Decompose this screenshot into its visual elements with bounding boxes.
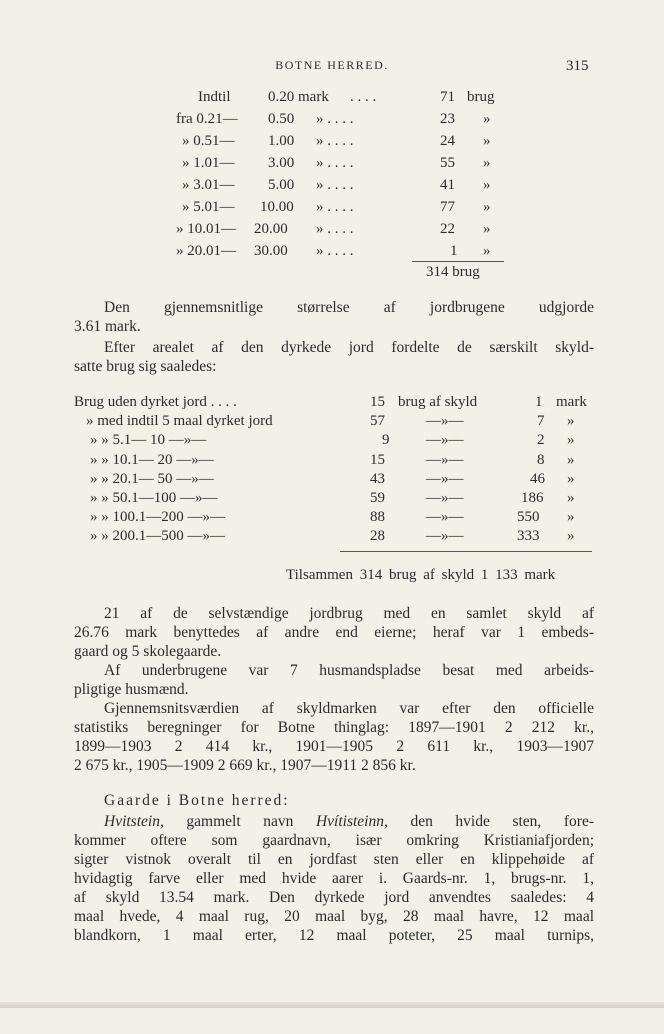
- unit: »: [567, 471, 575, 487]
- brug-count: 88: [370, 509, 385, 525]
- range-from: » 1.01—: [182, 155, 235, 171]
- brug-count: 59: [370, 490, 385, 506]
- skyld-value: 550: [517, 509, 540, 525]
- skyld-label: —»—: [426, 432, 464, 448]
- range-from: Indtil: [198, 89, 231, 105]
- running-header: BOTNE HERRED.: [275, 58, 389, 72]
- paragraph-average-value: [74, 699, 594, 775]
- count: 24: [440, 133, 455, 149]
- unit: »: [483, 133, 491, 149]
- unit: »: [567, 413, 575, 429]
- range-from: » 10.01—: [176, 221, 236, 237]
- unit: »: [483, 199, 491, 215]
- text-line: 3.61 mark.: [74, 318, 141, 335]
- range-to: 3.00: [268, 155, 295, 171]
- range-from: » 20.01—: [176, 243, 236, 259]
- text-line: blandkorn, 1 maal erter, 12 maal poteter, 25 maal turnips,: [74, 927, 594, 944]
- unit: »: [483, 243, 491, 259]
- leader-dots: » . . . .: [316, 199, 354, 215]
- category: » » 5.1— 10 —»—: [90, 432, 207, 448]
- paragraph-average-size: [74, 298, 594, 336]
- page-edge: [0, 1002, 664, 1008]
- category: » » 10.1— 20 —»—: [90, 452, 214, 468]
- range-from: » 3.01—: [182, 177, 235, 193]
- range-to: 1.00: [268, 133, 295, 149]
- range-to: 20.00: [254, 221, 288, 237]
- brug-count: 43: [370, 471, 385, 487]
- text-line: af skyld 13.54 mark. Den dyrkede jord anvendtes saaledes: 4: [74, 889, 594, 906]
- category: » » 20.1— 50 —»—: [90, 471, 214, 487]
- leader-dots: » . . . .: [316, 221, 354, 237]
- brug-count: 57: [370, 413, 385, 429]
- range-to: 30.00: [254, 243, 288, 259]
- text-line: 1899—1903 2 414 kr., 1901—1905 2 611 kr., 1903—1907: [74, 738, 594, 755]
- skyld-label: —»—: [426, 413, 464, 429]
- range-to: 10.00: [260, 199, 294, 215]
- brug-count: 28: [370, 528, 385, 544]
- leader-dots: » . . . .: [316, 155, 354, 171]
- skyld-label: —»—: [426, 471, 464, 487]
- paragraph-hvitstein: [74, 812, 594, 945]
- skyld-label: —»—: [426, 490, 464, 506]
- text-line: Den gjennemsnitlige størrelse af jordbrugene udgjorde: [104, 299, 594, 316]
- range-to: 0.20 mark: [268, 89, 329, 105]
- farm-name: Hvitstein,: [104, 813, 164, 830]
- skyld-label: —»—: [426, 452, 464, 468]
- text-line: maal hvede, 4 maal rug, 20 maal byg, 28 maal havre, 12 maal: [74, 908, 594, 925]
- table-total: Tilsammen 314 brug af skyld 1 133 mark: [286, 567, 556, 583]
- unit: »: [567, 490, 575, 506]
- category: » med indtil 5 maal dyrket jord: [86, 413, 273, 429]
- text-line: sigter vistnok overalt til en jordfast sten eller en klippehøide af: [74, 851, 594, 868]
- old-norse-name: Hvítisteinn,: [315, 813, 388, 830]
- page-number: 315: [566, 58, 589, 74]
- count: 71: [440, 89, 455, 105]
- category: » » 50.1—100 —»—: [90, 490, 218, 506]
- paragraph-sub-holdings: [74, 661, 594, 699]
- unit: »: [483, 221, 491, 237]
- leader-dots: » . . . .: [316, 133, 354, 149]
- skyld-value: 46: [530, 471, 545, 487]
- unit: »: [483, 111, 491, 127]
- text-line: kommer oftere som gaardnavn, især omkring Kristianiafjorden;: [74, 832, 594, 849]
- count: 55: [440, 155, 455, 171]
- unit: »: [567, 432, 575, 448]
- skyld-label: —»—: [426, 509, 464, 525]
- unit: brug: [467, 89, 495, 105]
- count: 41: [440, 177, 455, 193]
- total-rule: [340, 551, 592, 552]
- range-from: fra 0.21—: [176, 111, 238, 127]
- text-fragment: gammelt navn: [163, 813, 316, 830]
- total-rule: [412, 261, 504, 262]
- paragraph-independent-holdings: [74, 604, 594, 661]
- text-fragment: den hvide sten, fore-: [387, 813, 594, 830]
- count: 77: [440, 199, 455, 215]
- brug-count: 15: [370, 452, 385, 468]
- count: 22: [440, 221, 455, 237]
- skyld-value: 333: [517, 528, 540, 544]
- leader-dots: » . . . .: [316, 243, 354, 259]
- range-from: » 0.51—: [182, 133, 235, 149]
- range-from: » 5.01—: [182, 199, 235, 215]
- brug-count: 15: [370, 394, 385, 410]
- skyld-label: —»—: [426, 528, 464, 544]
- unit: »: [567, 452, 575, 468]
- text-line: pligtige husmænd.: [74, 681, 189, 698]
- skyld-label: brug af skyld: [398, 394, 478, 410]
- text-line: gaard og 5 skolegaarde.: [74, 643, 222, 660]
- text-line: satte brug sig saaledes:: [74, 358, 217, 375]
- range-to: 5.00: [268, 177, 295, 193]
- leader-dots: » . . . .: [316, 177, 354, 193]
- category: » » 200.1—500 —»—: [90, 528, 225, 544]
- unit: »: [483, 155, 491, 171]
- category: » » 100.1—200 —»—: [90, 509, 225, 525]
- section-title: Gaarde i Botne herred:: [104, 792, 290, 809]
- text-line: 26.76 mark benyttedes af andre end eierne; heraf var 1 embeds-: [74, 624, 594, 641]
- unit: »: [567, 528, 575, 544]
- unit: »: [483, 177, 491, 193]
- skyld-value: 186: [521, 490, 544, 506]
- table-total: 314 brug: [426, 264, 480, 280]
- brug-count: 9: [382, 432, 390, 448]
- leader-dots: . . . .: [350, 89, 377, 105]
- skyld-value: 8: [537, 452, 545, 468]
- unit: mark: [556, 394, 587, 410]
- skyld-value: 2: [537, 432, 545, 448]
- text-line: hvidagtig farve eller med hvide aarer i. Gaards-nr. 1, brugs-nr. 1,: [74, 870, 594, 887]
- range-to: 0.50: [268, 111, 295, 127]
- text-line: Af underbrugene var 7 husmandspladse besat med arbeids-: [104, 662, 594, 679]
- text-line: statistiks beregninger for Botne thinglag: 1897—1901 2 212 kr.,: [74, 719, 594, 736]
- text-line: 21 af de selvstændige jordbrug med en samlet skyld af: [104, 605, 594, 622]
- text-line: Gjennemsnitsværdien af skyldmarken var efter den officielle: [104, 700, 594, 717]
- text-line: 2 675 kr., 1905—1909 2 669 kr., 1907—1911 2 856 kr.: [74, 757, 416, 774]
- text-line: Efter arealet af den dyrkede jord fordelte de særskilt skyld-: [104, 339, 594, 356]
- paragraph-distribution-intro: [74, 338, 594, 376]
- unit: »: [567, 509, 575, 525]
- leader-dots: » . . . .: [316, 111, 354, 127]
- skyld-value: 1: [535, 394, 543, 410]
- count: 1: [450, 243, 458, 259]
- skyld-value: 7: [537, 413, 545, 429]
- category: Brug uden dyrket jord . . . .: [74, 394, 237, 410]
- count: 23: [440, 111, 455, 127]
- text-line: [74, 812, 594, 831]
